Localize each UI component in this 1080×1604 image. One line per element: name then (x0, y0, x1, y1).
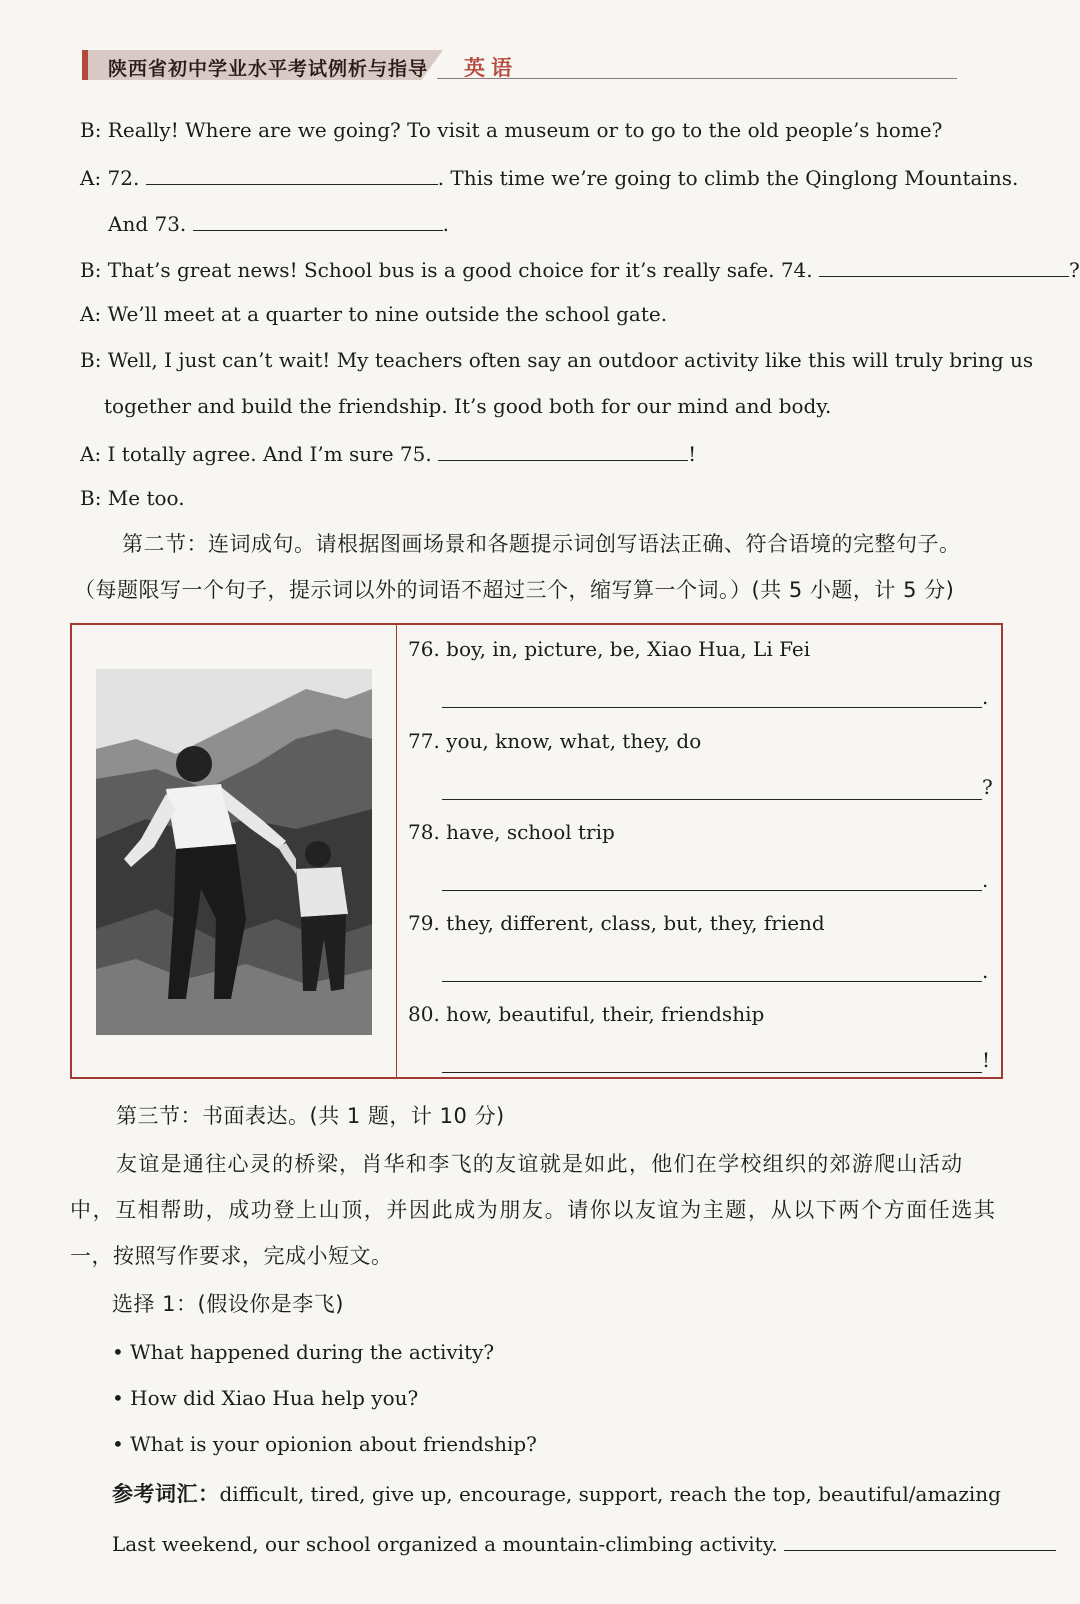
dialogue-line-3-a: And 73. (108, 212, 187, 236)
dialogue-line-7: together and build the friendship. It’s good both for our mind and body. (104, 394, 832, 418)
question-79-end: . (982, 959, 989, 983)
section3-paragraph-2: 中，互相帮助，成功登上山顶，并因此成为朋友。请你以友谊为主题，从以下两个方面任选其 (70, 1198, 997, 1222)
dialogue-line-5: A: We’ll meet at a quarter to nine outside the school gate. (80, 302, 668, 326)
question-77: 77. you, know, what, they, do (408, 729, 702, 753)
dialogue-line-8-a: A: I totally agree. And I’m sure 75. (80, 442, 432, 466)
dialogue-line-2-b: . This time we’re going to climb the Qinglong Mountains. (437, 166, 1019, 190)
question-77-end: ? (982, 775, 993, 799)
answer-line-78[interactable] (442, 890, 982, 891)
answer-blank-72[interactable] (146, 164, 438, 185)
answer-line-79[interactable] (442, 981, 982, 982)
photo-illustration (96, 669, 372, 1035)
dialogue-line-8 (80, 440, 696, 466)
question-78: 78. have, school trip (408, 820, 615, 844)
bullet-item-2: • How did Xiao Hua help you? (112, 1386, 418, 1410)
answer-blank-74[interactable] (819, 256, 1069, 277)
answer-line-80[interactable] (442, 1072, 982, 1073)
answer-line-77[interactable] (442, 799, 982, 800)
question-76-end: . (982, 685, 989, 709)
dialogue-line-1: B: Really! Where are we going? To visit a museum or to go to the old people’s home? (80, 118, 943, 142)
question-80-end: ! (982, 1048, 991, 1072)
vocab-label: 参考词汇： (112, 1482, 220, 1506)
page-header (82, 50, 882, 84)
dialogue-line-4-a: B: That’s great news! School bus is a good choice for it’s really safe. 74. (80, 258, 813, 282)
dialogue-line-9: B: Me too. (80, 486, 185, 510)
mountain-climbing-photo (96, 669, 372, 1035)
dialogue-line-4 (80, 256, 1080, 282)
question-79: 79. they, different, class, but, they, friend (408, 911, 825, 935)
essay-start-line (112, 1530, 1056, 1556)
question-78-end: . (982, 868, 989, 892)
question-box (70, 623, 1003, 1079)
section3-title: 第三节：书面表达。(共 1 题，计 10 分) (116, 1104, 505, 1128)
bullet-item-3: • What is your opionion about friendship? (112, 1432, 537, 1456)
question-76: 76. boy, in, picture, be, Xiao Hua, Li Fei (408, 637, 811, 661)
header-rule (437, 78, 957, 79)
dialogue-line-4-b: ? (1069, 258, 1080, 282)
dialogue-line-8-b: ! (688, 442, 697, 466)
dialogue-line-6: B: Well, I just can’t wait! My teachers often say an outdoor activity like this will truly bring us (80, 348, 1034, 372)
answer-line-76[interactable] (442, 707, 982, 708)
section2-title: 第二节：连词成句。请根据图画场景和各题提示词创写语法正确、符合语境的完整句子。 (122, 532, 961, 556)
question-box-divider (396, 625, 397, 1077)
section3-paragraph-1: 友谊是通往心灵的桥梁，肖华和李飞的友谊就是如此，他们在学校组织的郊游爬山活动 (116, 1152, 964, 1176)
dialogue-line-2-a: A: 72. (80, 166, 140, 190)
essay-blank[interactable] (784, 1530, 1056, 1551)
dialogue-line-3 (108, 210, 449, 236)
choice-label: 选择 1：(假设你是李飞) (112, 1292, 344, 1316)
vocab-words: difficult, tired, give up, encourage, support, reach the top, beautiful/amazing (219, 1482, 1001, 1506)
answer-blank-73[interactable] (193, 210, 443, 231)
bullet-item-1: • What happened during the activity? (112, 1340, 494, 1364)
dialogue-line-3-b: . (442, 212, 450, 236)
vocab-line (112, 1482, 1001, 1506)
header-subject: 英语 (464, 56, 518, 80)
dialogue-line-2 (80, 164, 1018, 190)
question-80: 80. how, beautiful, their, friendship (408, 1002, 765, 1026)
answer-blank-75[interactable] (438, 440, 688, 461)
essay-start-text: Last weekend, our school organized a mountain-climbing activity. (112, 1532, 778, 1556)
section3-paragraph-3: 一，按照写作要求，完成小短文。 (70, 1244, 393, 1268)
header-title: 陕西省初中学业水平考试例析与指导 (108, 58, 429, 80)
section2-note: （每题限写一个句子，提示词以外的词语不超过三个，缩写算一个词。）(共 5 小题，计 5 分) (74, 578, 955, 602)
